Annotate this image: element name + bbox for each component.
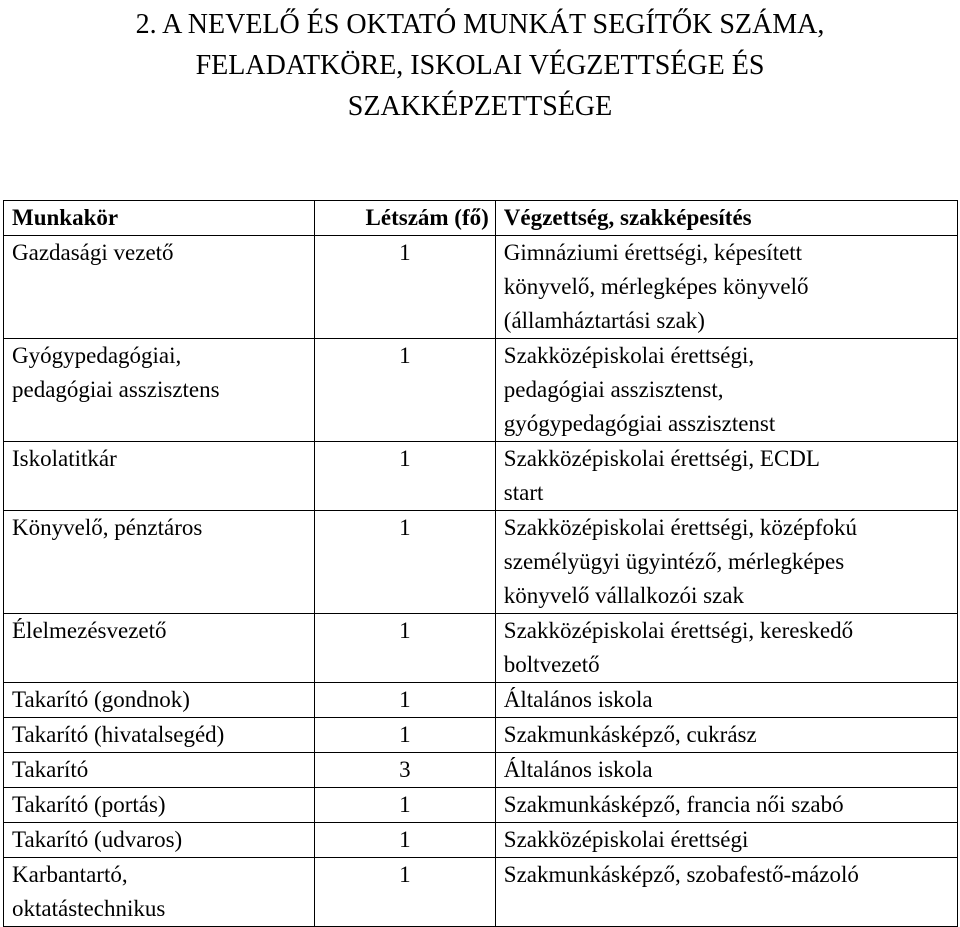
cell-count: 1 [314,683,495,718]
cell-qualification [495,614,957,683]
cell-role [4,858,315,927]
cell-role [4,614,315,683]
qualification-text: (államháztartási szak) [503,308,705,333]
role-text: Élelmezésvezető [12,618,167,643]
role-text: Gazdasági vezető [12,240,174,265]
cell-role [4,236,315,339]
qualification-text: boltvezető [503,652,600,677]
role-text: pedagógiai asszisztens [12,377,220,402]
qualification-text: Szakmunkásképző, szobafestő-mázoló [503,862,859,887]
cell-qualification [495,236,957,339]
role-text: Iskolatitkár [12,446,117,471]
cell-qualification [495,718,957,753]
role-text: Gyógypedagógiai, [12,343,182,368]
cell-qualification [495,442,957,511]
role-text: Takarító (udvaros) [12,827,183,852]
cell-qualification [495,823,957,858]
table-row [4,614,958,683]
cell-qualification [495,511,957,614]
table-row [4,236,958,339]
table-row [4,858,958,927]
cell-count: 1 [314,236,495,339]
cell-count: 1 [314,718,495,753]
role-text: Könyvelő, pénztáros [12,515,203,540]
header-qualification: Végzettség, szakképesítés [495,201,957,236]
qualification-text: Általános iskola [503,687,653,712]
role-text: Takarító [12,757,89,782]
cell-count: 3 [314,753,495,788]
table-row [4,511,958,614]
qualification-text: Szakmunkásképző, francia női szabó [503,792,844,817]
heading-line-3: SZAKKÉPZETTSÉGE [347,91,613,122]
cell-qualification [495,788,957,823]
table-row [4,823,958,858]
cell-count: 1 [314,823,495,858]
table-header-row [4,201,958,236]
table-row [4,339,958,442]
cell-qualification [495,339,957,442]
header-count: Létszám (fő) [314,201,495,236]
role-text: oktatástechnikus [12,896,166,921]
role-text: Takarító (gondnok) [12,687,190,712]
cell-count: 1 [314,339,495,442]
table-body [4,236,958,927]
qualification-text: könyvelő, mérlegképes könyvelő [503,274,809,299]
role-text: Takarító (portás) [12,792,166,817]
cell-role [4,339,315,442]
cell-role [4,718,315,753]
qualification-text: Szakközépiskolai érettségi, középfokú [503,515,857,540]
cell-qualification [495,753,957,788]
heading-line-1: 2. A NEVELŐ ÉS OKTATÓ MUNKÁT SEGÍTŐK SZÁMA, [135,9,825,40]
cell-role [4,753,315,788]
qualification-text: Általános iskola [503,757,653,782]
table-row [4,683,958,718]
qualification-text: Szakközépiskolai érettségi, kereskedő [503,618,854,643]
qualification-text: személyügyi ügyintéző, mérlegképes [503,549,845,574]
table-row [4,718,958,753]
role-text: Karbantartó, [12,862,128,887]
cell-count: 1 [314,858,495,927]
qualification-text: Szakközépiskolai érettségi [503,827,749,852]
role-text: Takarító (hivatalsegéd) [12,722,225,747]
qualification-text: gyógypedagógiai asszisztenst [503,411,776,436]
cell-count: 1 [314,442,495,511]
qualification-text: Gimnáziumi érettségi, képesített [503,240,803,265]
cell-qualification [495,683,957,718]
staff-table [3,200,958,927]
cell-count: 1 [314,614,495,683]
qualification-text: Szakközépiskolai érettségi, ECDL [503,446,820,471]
table-row [4,442,958,511]
cell-count: 1 [314,511,495,614]
qualification-text: start [503,480,544,505]
header-role: Munkakör [4,201,315,236]
cell-role [4,683,315,718]
cell-role [4,442,315,511]
heading-line-2: FELADATKÖRE, ISKOLAI VÉGZETTSÉGE ÉS [195,50,765,81]
cell-role [4,823,315,858]
page-heading [0,4,960,127]
qualification-text: könyvelő vállalkozói szak [503,583,744,608]
cell-count: 1 [314,788,495,823]
qualification-text: Szakmunkásképző, cukrász [503,722,757,747]
qualification-text: pedagógiai asszisztenst, [503,377,724,402]
qualification-text: Szakközépiskolai érettségi, [503,343,755,368]
table-row [4,788,958,823]
cell-role [4,511,315,614]
cell-role [4,788,315,823]
cell-qualification [495,858,957,927]
table-row [4,753,958,788]
